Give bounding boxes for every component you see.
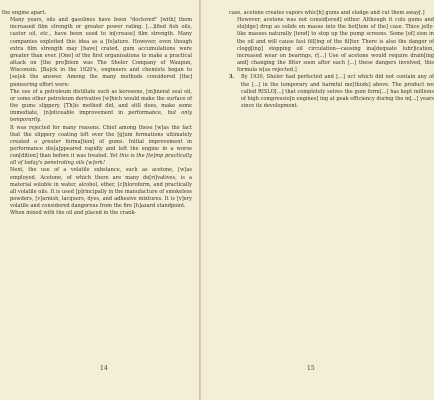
petroleum-method-text: The use of a petroleum distillate such as kerosene, [m]ineral seal oil, or some other petroleum derivative [w]hich would make the surface of the gums slippery. [Th]is method did, and still does, make some immediate, [n]oticeable improvement in performance, bbox=[10, 88, 192, 117]
page-number-right: 15 bbox=[307, 365, 315, 372]
page-number-left: 14 bbox=[100, 365, 108, 372]
right-text-column bbox=[229, 10, 434, 110]
paragraph-acetone-rejected: However, acetone was not consid[ered] either. Although it cuts gums and slu[dge] drop as solids en masse into the bot[tom of the] case. Thice jelly-like masses naturally [tend] to stop up the pump screens. Some [of] sion in the oil and will cause fast fill[ing of the fil]ter. There is also the danger of clogg[ing] stopping oil circulation—causing ina[dequate lubr]ication, increased wear on bearings, r[...] Use of acetone would require drain[ing and] changing the filter soon after each [...] these dangers involved, this formula w[as rejected.] bbox=[237, 17, 434, 74]
paragraph-rejected bbox=[2, 125, 192, 168]
rejected-emphasis-2: Yet this is the [te]mp practically all of today's penetrating oils [w]ork! bbox=[10, 153, 192, 167]
right-page bbox=[201, 0, 434, 400]
left-page bbox=[0, 0, 199, 400]
petroleum-method-emphasis: but only temporarily. bbox=[10, 110, 193, 124]
paragraph-acetone-vapors: case, acetone creates vapors whic[h] gums and sludge and cut them away[.] bbox=[229, 10, 425, 16]
paragraph-crankcase: When mixed with the oil and placed in the crank- bbox=[10, 210, 137, 217]
paragraph-acetone: Next, the use of a volatile substance, such as acetone, [w]as employed. Acetone, of which there are many de[ri]vatives, is a material soluble in water, alcohol, ether, [c]hloroform, and practically all volatile oils. It is used [p]rincipally in the manufacture of smokeless powders, [v]arnish, lacquers, dyes, and adhesive mixtures. It is [v]ery volatile and considered dangerous from the fire [h]azard standpoint. bbox=[10, 167, 192, 210]
rejected-text-2: forma[tion] of gums. Initial improvement in performance dis[a]ppeared rapidly and left the engine in a worse con[dition] than before it was treated. bbox=[10, 138, 192, 160]
left-text-column bbox=[2, 10, 192, 218]
rejected-emphasis-1: a greater bbox=[34, 138, 61, 145]
numbered-item-3 bbox=[229, 74, 434, 110]
paragraph-opening: the engine apart. bbox=[2, 10, 47, 16]
rejected-text-1: It was rejected for many reasons. Chief among these [w]as the fact that the slippery coating left over the [g]um formations ultimately created bbox=[10, 124, 192, 145]
paragraph-history: Many years, oils and gasolines have been "doctored" [with] them increased film strength or greater power rating. [...]ified fish oils, castor oil, etc., have been used to in[crease] film strength. Many companies exploited this idea as a [fe]ature. However, even though extra film strength may [have] crated, gum accumulations were greater than ever. [One] of the first organisations to make a practical attack on [the pro]blem was The Sheler Company of Waupun, Wisconsin. [Ba]ck in the 1920's, engineers and chemists began to [se]ek the answer. Among the many methods considered [the] pioneering effort were: bbox=[10, 17, 192, 88]
item-number-3: 3. bbox=[229, 74, 235, 81]
paragraph-petroleum-method bbox=[2, 89, 192, 125]
item-3-text: By 1930, Sheler had perfected and [...] uct which did not contain any of the [...] in the temporary and harmful me[thods] above. The product we called RISLO[...] that completely solves the gum form[...] has kept millions of high compressio[n engines] ing at peak efficiency during the m[...] years since its development. bbox=[241, 74, 434, 110]
